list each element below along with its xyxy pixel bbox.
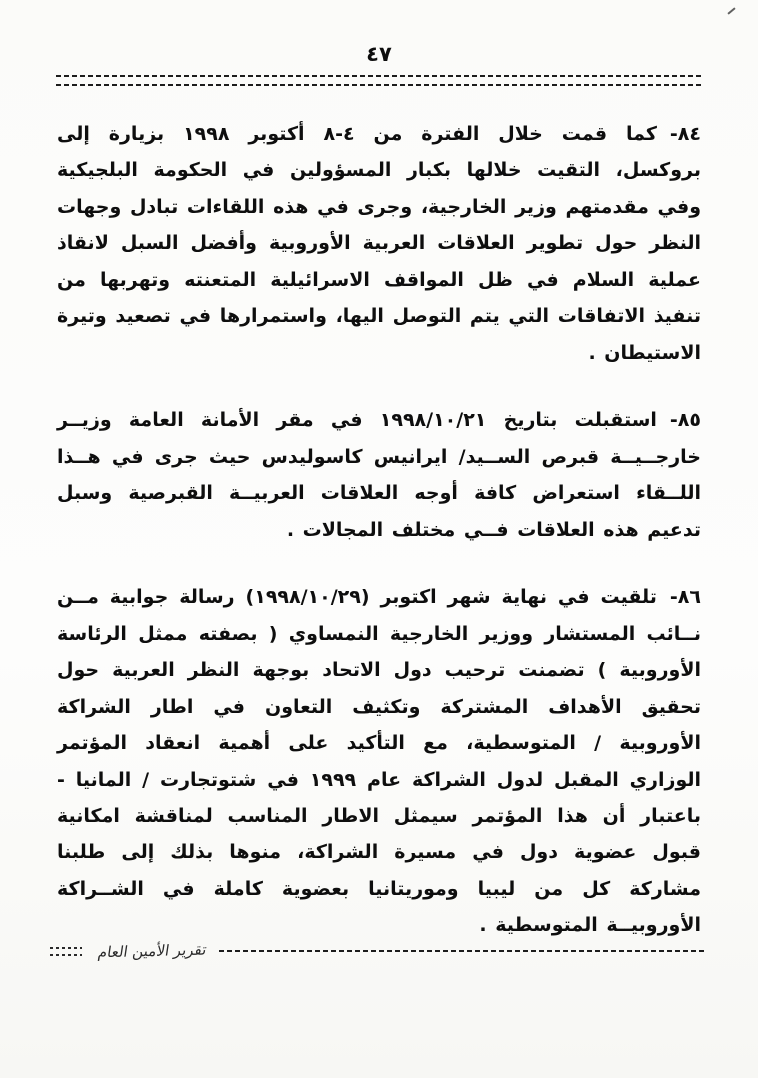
page-number: ٤٧ (366, 42, 392, 66)
paragraph-85-text: استقبلت بتاريخ ١٩٩٨/١٠/٢١ في مقر الأمانة العامة وزيــر خارجــيــة قبرص الســيد/ ايرانيس كاسوليدس حيث جرى في هــذا اللــقاء استعراض كافة أوجه العلاقات العربيــة القبرصية وسبل تدعيم هذه العلاقات فــي مختلف المجالات . (57, 409, 701, 541)
paragraph-85-number: ٨٥- (669, 409, 701, 432)
paragraph-86-number: ٨٦- (669, 586, 701, 609)
handwritten-annotation: تقرير الأمين العام (96, 940, 208, 962)
footer-rule (219, 950, 704, 952)
header-rule-bottom (56, 84, 702, 86)
document-body (57, 116, 701, 944)
page-header (0, 0, 758, 86)
paragraph-84-text: كما قمت خلال الفترة من ٤-٨ أكتوبر ١٩٩٨ بزيارة إلى بروكسل، التقيت خلالها بكبار المسؤولين في الحكومة البلجيكية وفي مقدمتهم وزير الخارجية، وجرى في هذه اللقاءات تبادل وجهات النظر حول تطوير العلاقات العربية الأوروبية وأفضل السبل لانقاذ عملية السلام في ظل المواقف الاسرائيلية المتعنته وتهربها من تنفيذ الاتفاقات التي يتم التوصل اليها، واستمرارها في تصعيد وتيرة الاستيطان . (57, 123, 701, 364)
paragraph-84-number: ٨٤- (669, 123, 701, 145)
header-rule-top (56, 75, 702, 77)
paragraph-86 (57, 579, 701, 944)
footer-end-dashes (50, 947, 82, 956)
page-footer (50, 942, 704, 960)
paragraph-84 (57, 116, 701, 371)
paragraph-86-text: تلقيت في نهاية شهر اكتوبر (١٩٩٨/١٠/٢٩) رسالة جوابية مــن نــائب المستشار ووزير الخارجية النمساوي ( بصفته ممثل الرئاسة الأوروبية ) تضمنت ترحيب دول الاتحاد بوجهة النظر العربية حول تحقيق الأهداف المشتركة وتكثيف التعاون في اطار الشراكة الأوروبية / المتوسطية، مع التأكيد على أهمية انعقاد المؤتمر الوزاري المقبل لدول الشراكة عام ١٩٩٩ في شتوتجارت / المانيا - باعتبار أن هذا المؤتمر سيمثل الاطار المناسب لمناقشة امكانية قبول عضوية دول في مسيرة الشراكة، منوها بذلك إلى طلبنا مشاركة كل من ليبيا وموريتانيا بعضوية كاملة في الشــراكة الأوروبيــة المتوسطية . (57, 586, 701, 937)
paragraph-85 (57, 402, 701, 548)
